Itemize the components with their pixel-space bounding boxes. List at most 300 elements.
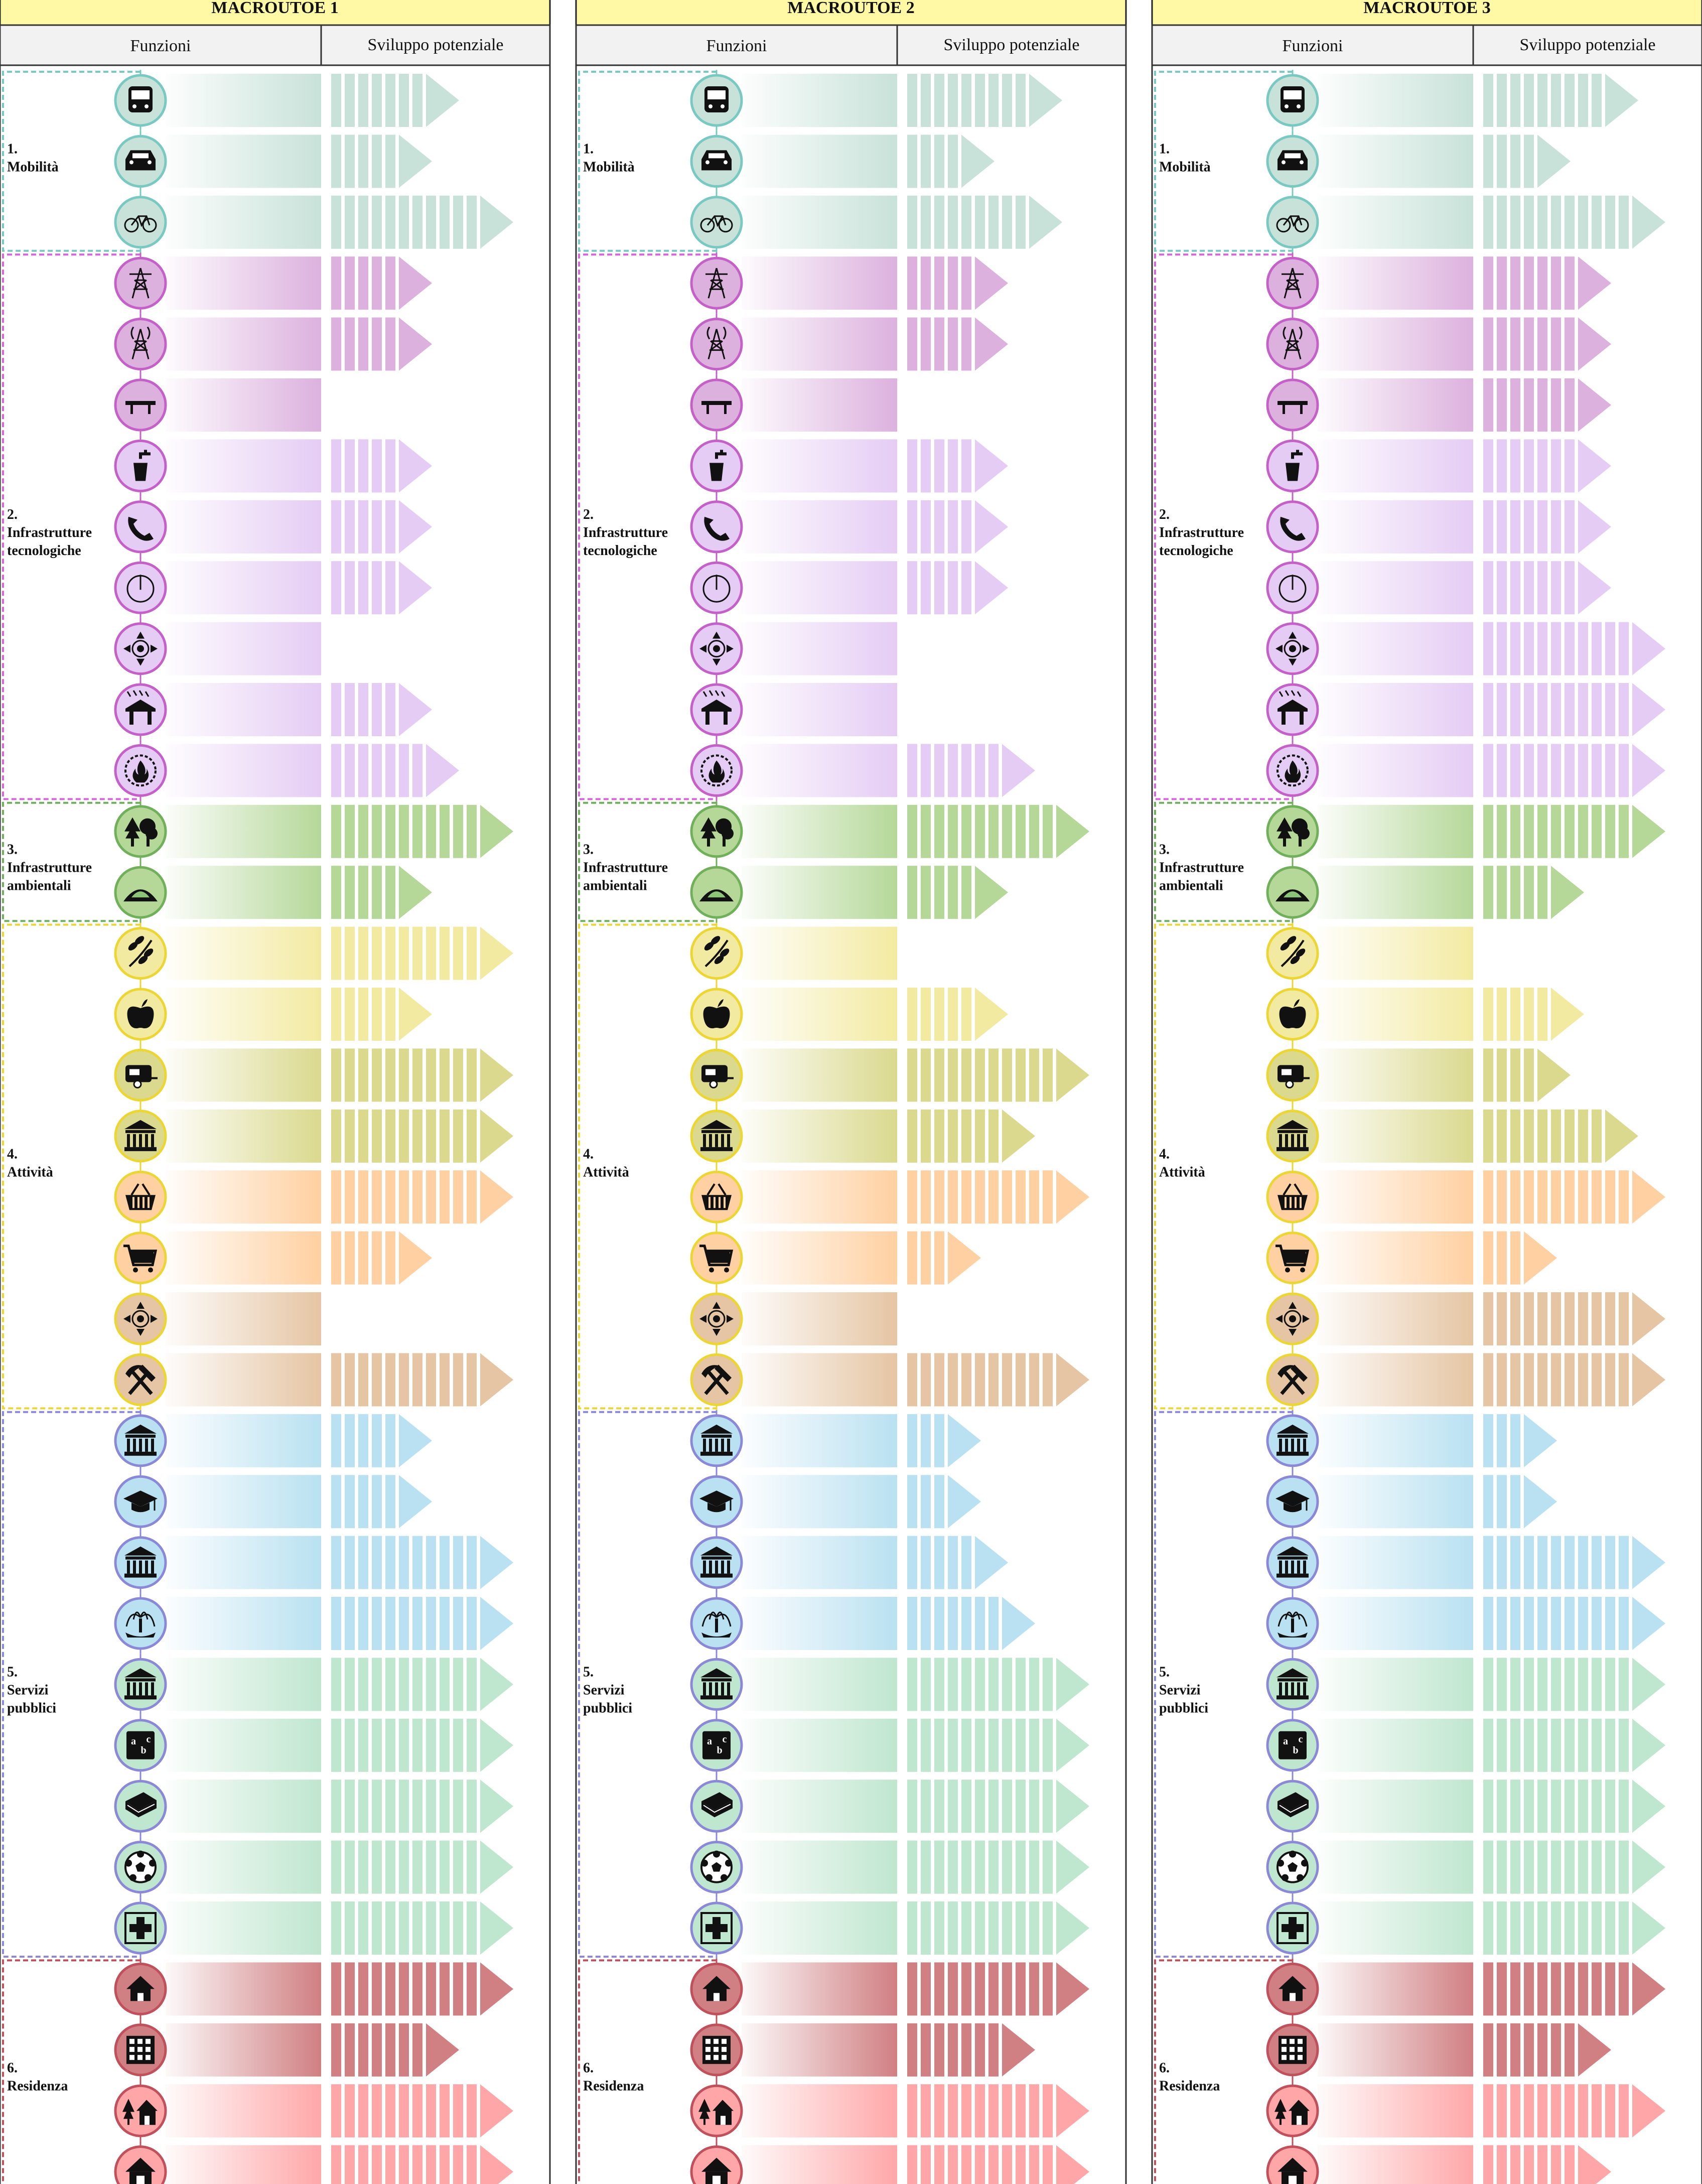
development-bar <box>1605 744 1615 797</box>
development-bar <box>1524 1841 1534 1894</box>
group-number: 3. <box>583 842 594 858</box>
development-bar <box>1510 1292 1520 1345</box>
development-indicator <box>1483 1110 1638 1163</box>
development-bar <box>1510 1232 1520 1285</box>
development-bar <box>948 1170 958 1223</box>
function-band <box>166 988 321 1041</box>
function-band <box>742 1353 897 1406</box>
development-indicator <box>331 74 459 127</box>
function-row <box>115 923 513 984</box>
development-bar <box>934 744 944 797</box>
development-bar <box>961 1597 971 1650</box>
development-bar <box>934 1232 944 1285</box>
development-bar <box>453 1170 463 1223</box>
development-bar <box>440 1048 450 1102</box>
development-bar <box>1537 2145 1547 2184</box>
function-band <box>742 1658 897 1711</box>
function-band <box>742 500 897 554</box>
development-bar <box>1002 1170 1012 1223</box>
development-bar <box>934 1901 944 1955</box>
development-bar <box>372 1170 382 1223</box>
development-bar <box>1537 1170 1547 1223</box>
development-bar <box>1029 1719 1039 1772</box>
development-bar <box>907 1658 917 1711</box>
group-number: 3. <box>7 842 18 858</box>
development-bar <box>907 744 917 797</box>
function-band <box>166 1962 321 2015</box>
development-bar <box>1497 561 1507 614</box>
development-arrow <box>1632 196 1665 249</box>
development-bar <box>385 805 395 858</box>
development-bar <box>1537 1962 1547 2015</box>
development-bar <box>1497 256 1507 310</box>
development-bar <box>1565 196 1575 249</box>
development-bar <box>440 1536 450 1589</box>
development-bar <box>453 1110 463 1163</box>
development-bar <box>345 561 355 614</box>
function-band <box>742 988 897 1041</box>
development-bar <box>948 134 958 188</box>
development-indicator <box>907 134 995 188</box>
group-number: 1. <box>1159 141 1170 157</box>
development-bar <box>372 500 382 554</box>
function-row <box>691 374 897 435</box>
development-arrow <box>480 1110 513 1163</box>
function-row <box>691 436 1008 496</box>
development-bar <box>345 2084 355 2137</box>
development-indicator <box>1483 1901 1665 1955</box>
group-number: 1. <box>583 141 594 157</box>
group-number: 6. <box>583 2060 594 2076</box>
apartment-building-icon <box>1279 2036 1307 2064</box>
development-bar <box>934 74 944 127</box>
development-arrow <box>480 927 513 980</box>
development-arrow <box>1537 1048 1571 1102</box>
development-bar <box>907 1719 917 1772</box>
development-bar <box>1043 1048 1053 1102</box>
function-band <box>1318 1962 1473 2015</box>
development-bar <box>948 2145 958 2184</box>
function-row <box>115 1410 432 1471</box>
development-indicator <box>907 2145 1089 2184</box>
development-indicator <box>1483 1353 1665 1406</box>
development-arrow <box>975 256 1008 310</box>
development-bar <box>412 1841 422 1894</box>
development-indicator <box>331 1475 432 1528</box>
group-name: Infrastrutture tecnologiche <box>1159 524 1244 559</box>
development-bar <box>948 988 958 1041</box>
development-arrow <box>1632 1170 1665 1223</box>
development-bar <box>988 2145 999 2184</box>
function-row <box>1267 2141 1611 2184</box>
development-bar <box>385 1414 395 1467</box>
function-row <box>1267 1654 1665 1715</box>
development-indicator <box>907 1780 1089 1833</box>
function-band <box>1318 744 1473 797</box>
development-bar <box>358 256 368 310</box>
development-bar <box>372 1962 382 2015</box>
development-bar <box>467 927 477 980</box>
development-bar <box>331 1901 341 1955</box>
function-band <box>1318 2145 1473 2184</box>
development-bar <box>1016 2084 1026 2137</box>
development-bar <box>1619 2084 1629 2137</box>
development-arrow <box>1002 1597 1035 1650</box>
development-bar <box>1497 318 1507 371</box>
development-bar <box>1497 1475 1507 1528</box>
development-bar <box>921 134 931 188</box>
development-bar <box>988 2023 999 2077</box>
column-header-functions: Funzioni <box>1282 37 1343 55</box>
development-bar <box>907 2023 917 2077</box>
development-bar <box>358 744 368 797</box>
development-bar <box>440 1719 450 1772</box>
function-row <box>1267 862 1584 923</box>
function-band <box>1318 927 1473 980</box>
development-bar <box>934 866 944 919</box>
development-indicator <box>331 1536 513 1589</box>
development-bar <box>1510 1536 1520 1589</box>
development-bar <box>372 744 382 797</box>
development-bar <box>1537 1901 1547 1955</box>
function-band <box>1318 134 1473 188</box>
development-bar <box>975 2084 985 2137</box>
development-indicator <box>331 439 432 492</box>
development-bar <box>399 927 409 980</box>
function-row <box>691 740 1035 801</box>
development-bar <box>907 256 917 310</box>
svg-text:c: c <box>1298 1733 1303 1745</box>
function-row <box>1267 1715 1665 1776</box>
development-bar <box>988 1658 999 1711</box>
function-band <box>742 1841 897 1894</box>
development-bar <box>372 1475 382 1528</box>
development-bar <box>1619 1719 1629 1772</box>
development-bar <box>1619 1841 1629 1894</box>
development-indicator <box>331 1780 513 1833</box>
development-bar <box>934 1536 944 1589</box>
development-bar <box>1483 1110 1493 1163</box>
development-arrow <box>1578 378 1611 432</box>
development-bar <box>358 805 368 858</box>
development-arrow <box>975 1536 1008 1589</box>
development-arrow <box>1632 622 1665 675</box>
development-bar <box>1565 2145 1575 2184</box>
development-bar <box>345 866 355 919</box>
development-bar <box>372 683 382 736</box>
development-bar <box>934 439 944 492</box>
function-icon-circle <box>1267 319 1318 369</box>
function-band <box>742 561 897 614</box>
function-row <box>115 192 513 252</box>
development-bar <box>988 1901 999 1955</box>
group-4 <box>3 925 140 1409</box>
function-row <box>1267 1349 1665 1410</box>
development-bar <box>1483 683 1493 736</box>
development-bar <box>1565 1658 1575 1711</box>
development-bar <box>399 2145 409 2184</box>
function-row <box>691 2081 1089 2141</box>
function-row <box>115 1715 513 1776</box>
development-bar <box>1483 1658 1493 1711</box>
development-bar <box>1592 1170 1602 1223</box>
development-indicator <box>907 1597 1035 1650</box>
development-indicator <box>331 2023 459 2077</box>
development-bar <box>372 1719 382 1772</box>
development-bar <box>331 683 341 736</box>
development-bar <box>948 744 958 797</box>
development-bar <box>331 1353 341 1406</box>
development-bar <box>385 1597 395 1650</box>
column-header-functions: Funzioni <box>130 37 191 55</box>
development-bar <box>467 805 477 858</box>
development-bar <box>399 1658 409 1711</box>
development-bar <box>1497 1658 1507 1711</box>
development-bar <box>426 1170 436 1223</box>
development-bar <box>988 1048 999 1102</box>
development-bar <box>385 2084 395 2137</box>
development-bar <box>358 1475 368 1528</box>
development-bar <box>1483 318 1493 371</box>
development-bar <box>907 74 917 127</box>
development-bar <box>1483 378 1493 432</box>
development-bar <box>1605 1536 1615 1589</box>
development-bar <box>345 1048 355 1102</box>
development-bar <box>1510 561 1520 614</box>
development-bar <box>1565 1536 1575 1589</box>
development-bar <box>1029 2084 1039 2137</box>
development-bar <box>988 196 999 249</box>
development-bar <box>1497 1536 1507 1589</box>
development-bar <box>975 1780 985 1833</box>
development-bar <box>975 1597 985 1650</box>
car-icon <box>125 150 156 170</box>
function-row <box>115 436 432 496</box>
development-bar <box>426 1841 436 1894</box>
function-band <box>742 1719 897 1772</box>
car-icon <box>701 150 732 170</box>
development-bar <box>1524 561 1534 614</box>
development-bar <box>1016 1841 1026 1894</box>
function-band <box>742 1414 897 1467</box>
development-indicator <box>907 256 1008 310</box>
development-bar <box>1524 256 1534 310</box>
function-row <box>1267 192 1665 252</box>
development-indicator <box>1483 134 1571 188</box>
development-bar <box>1483 1901 1493 1955</box>
development-bar <box>1497 1048 1507 1102</box>
development-bar <box>440 1962 450 2015</box>
development-bar <box>961 1780 971 1833</box>
development-bar <box>1016 1658 1026 1711</box>
function-band <box>742 1901 897 1955</box>
development-bar <box>1537 1719 1547 1772</box>
development-bar <box>975 74 985 127</box>
development-indicator <box>331 2084 513 2137</box>
development-bar <box>961 256 971 310</box>
development-bar <box>1510 1110 1520 1163</box>
development-indicator <box>1483 74 1638 127</box>
function-band <box>1318 1292 1473 1345</box>
development-bar <box>1483 1719 1493 1772</box>
development-bar <box>358 927 368 980</box>
column-header-development: Sviluppo potenziale <box>367 36 504 54</box>
development-bar <box>331 805 341 858</box>
development-arrow <box>1551 988 1584 1041</box>
development-bar <box>934 1780 944 1833</box>
function-row <box>1267 1288 1665 1349</box>
development-bar <box>358 1170 368 1223</box>
development-bar <box>921 1475 931 1528</box>
development-bar <box>1510 805 1520 858</box>
development-bar <box>1029 1962 1039 2015</box>
development-bar <box>1592 74 1602 127</box>
development-bar <box>372 196 382 249</box>
development-indicator <box>907 744 1035 797</box>
development-bar <box>426 1110 436 1163</box>
development-bar <box>1565 622 1575 675</box>
development-arrow <box>1605 74 1638 127</box>
function-row <box>115 1959 513 2019</box>
function-band <box>1318 1414 1473 1467</box>
development-bar <box>961 1110 971 1163</box>
development-bar <box>1551 1353 1561 1406</box>
development-bar <box>1565 744 1575 797</box>
development-bar <box>1510 1658 1520 1711</box>
function-band <box>742 1170 897 1223</box>
development-bar <box>1524 1048 1534 1102</box>
group-name: Servizi pubblici <box>7 1682 57 1716</box>
development-bar <box>345 196 355 249</box>
development-arrow <box>399 500 432 554</box>
development-bar <box>331 439 341 492</box>
development-bar <box>1002 1353 1012 1406</box>
development-bar <box>1002 74 1012 127</box>
development-bar <box>358 2084 368 2137</box>
development-bar <box>358 1597 368 1650</box>
function-band <box>1318 1597 1473 1650</box>
development-bar <box>426 1780 436 1833</box>
development-bar <box>440 805 450 858</box>
development-indicator <box>907 988 1008 1041</box>
development-bar <box>1043 1780 1053 1833</box>
development-bar <box>988 2084 999 2137</box>
development-bar <box>1483 439 1493 492</box>
development-bar <box>1551 439 1561 492</box>
development-bar <box>345 1901 355 1955</box>
function-row <box>691 1532 1008 1593</box>
development-bar <box>358 1110 368 1163</box>
development-arrow <box>1578 500 1611 554</box>
function-row <box>115 1654 513 1715</box>
function-row <box>115 679 432 740</box>
development-bar <box>372 318 382 371</box>
development-bar <box>1497 378 1507 432</box>
development-indicator <box>331 1658 513 1711</box>
development-indicator <box>1483 1170 1665 1223</box>
development-bar <box>934 1170 944 1223</box>
development-bar <box>1551 378 1561 432</box>
group-number: 1. <box>7 141 18 157</box>
development-bar <box>385 927 395 980</box>
development-bar <box>1551 1536 1561 1589</box>
development-bar <box>1537 318 1547 371</box>
development-bar <box>1510 2023 1520 2077</box>
development-arrow <box>399 1475 432 1528</box>
development-bar <box>331 1719 341 1772</box>
development-bar <box>961 196 971 249</box>
development-indicator <box>907 74 1062 127</box>
development-arrow <box>480 196 513 249</box>
development-bar <box>948 1353 958 1406</box>
function-band <box>166 1780 321 1833</box>
development-bar <box>1537 1292 1547 1345</box>
development-arrow <box>426 74 459 127</box>
development-bar <box>453 1901 463 1955</box>
development-bar <box>988 1780 999 1833</box>
development-indicator <box>331 1110 513 1163</box>
development-indicator <box>907 1536 1008 1589</box>
development-bar <box>345 500 355 554</box>
development-bar <box>467 1962 477 2015</box>
development-bar <box>1605 1962 1615 2015</box>
development-bar <box>345 1597 355 1650</box>
development-bar <box>1537 439 1547 492</box>
development-bar <box>1510 1962 1520 2015</box>
development-bar <box>988 1353 999 1406</box>
development-bar <box>934 1475 944 1528</box>
svg-text:b: b <box>717 1744 723 1756</box>
development-bar <box>1524 1658 1534 1711</box>
function-band <box>166 439 321 492</box>
development-arrow <box>975 866 1008 919</box>
development-bar <box>1619 1292 1629 1345</box>
development-bar <box>372 2145 382 2184</box>
development-bar <box>1497 805 1507 858</box>
development-bar <box>921 2084 931 2137</box>
development-bar <box>921 1841 931 1894</box>
function-row <box>1267 558 1611 618</box>
development-bar <box>961 1048 971 1102</box>
development-bar <box>1029 1841 1039 1894</box>
function-band <box>166 1475 321 1528</box>
development-bar <box>1578 1658 1588 1711</box>
development-bar <box>399 1841 409 1894</box>
development-bar <box>1537 1110 1547 1163</box>
function-band <box>1318 318 1473 371</box>
function-band <box>742 1292 897 1345</box>
development-bar <box>1619 1353 1629 1406</box>
development-bar <box>1016 805 1026 858</box>
function-band <box>166 1901 321 1955</box>
development-bar <box>934 1597 944 1650</box>
function-row <box>1267 1471 1557 1532</box>
development-indicator <box>907 2084 1089 2137</box>
development-bar <box>372 561 382 614</box>
development-bar <box>1537 1353 1547 1406</box>
development-bar <box>1578 74 1588 127</box>
development-indicator <box>1483 378 1611 432</box>
development-bar <box>358 1353 368 1406</box>
development-bar <box>907 2145 917 2184</box>
development-bar <box>453 805 463 858</box>
development-bar <box>1497 1962 1507 2015</box>
development-indicator <box>907 805 1089 858</box>
development-indicator <box>331 561 432 614</box>
development-bar <box>1551 1962 1561 2015</box>
development-bar <box>1483 1048 1493 1102</box>
development-bar <box>1619 805 1629 858</box>
